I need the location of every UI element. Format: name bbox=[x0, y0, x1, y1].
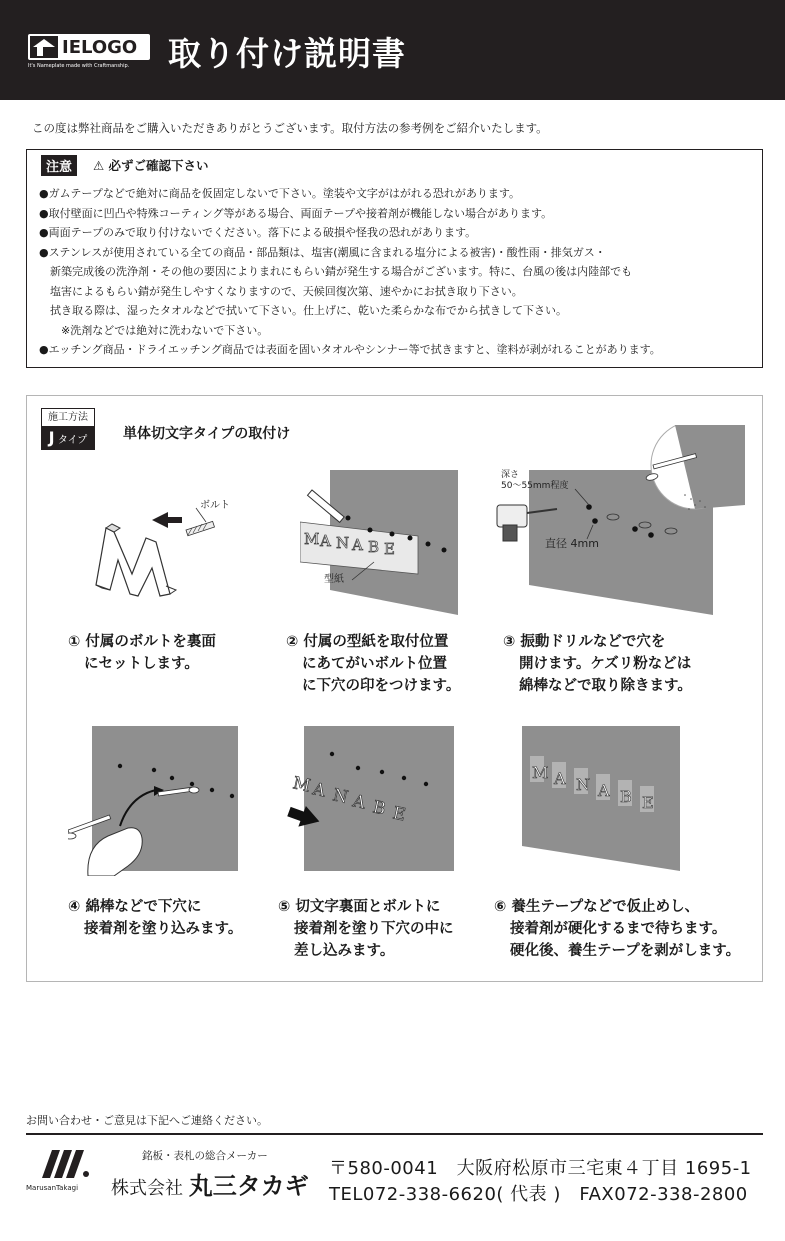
caution-item: ●取付壁面に凹凸や特殊コーティング等がある場合、両面テープや接着剤が機能しない場合があります。 bbox=[39, 206, 553, 220]
house-icon bbox=[30, 36, 58, 58]
caution-item: 拭き取る際は、湿ったタオルなどで拭いて下さい。仕上げに、乾いた柔らかな布でから拭きして下さい。 bbox=[39, 304, 567, 317]
template-letter: A bbox=[352, 536, 363, 554]
ielogo-logo bbox=[28, 34, 150, 60]
bolt-label: ボルト bbox=[200, 500, 230, 511]
caution-item: 塩害によるもらい錆が発生しやすくなりますので、天候回復次第、速やかにお拭き取り下さい。 bbox=[39, 284, 523, 298]
cut-letter: B bbox=[370, 797, 388, 820]
step-3-text: ③ 振動ドリルなどで穴を 開けます。ケズリ粉などは 綿棒などで取り除きます。 bbox=[503, 634, 692, 694]
illustration-step3 bbox=[495, 425, 745, 615]
brand-small-text: MarusanTakagi bbox=[26, 1184, 79, 1192]
type-badge bbox=[41, 408, 95, 450]
depth-label-1: 深さ bbox=[501, 470, 520, 480]
letter-m-icon bbox=[96, 524, 176, 596]
cut-letter: E bbox=[390, 803, 408, 826]
caution-item: ●ガムテープなどで絶対に商品を仮固定しないで下さい。塗装や文字がはがれる恐れがあります。 bbox=[39, 187, 520, 200]
logo-tagline: It's Nameplate made with Craftmanship. bbox=[28, 63, 130, 69]
mounted-letter: B bbox=[620, 787, 632, 806]
badge-method-label: 施工方法 bbox=[42, 409, 94, 427]
step-2-text: ② 付属の型紙を取付位置 にあてがいボルト位置 に下穴の印をつけます。 bbox=[286, 634, 461, 694]
illustration-step4 bbox=[68, 726, 238, 876]
mounted-letter: M bbox=[532, 763, 549, 782]
marusan-logo-icon bbox=[38, 1148, 92, 1180]
caution-item: 新築完成後の洗浄剤・その他の要因によりまれにもらい錆が発生する場合がございます。特に、台風の後は内陸部でも bbox=[39, 265, 633, 278]
mounted-letter: A bbox=[554, 769, 566, 788]
cut-letter: A bbox=[350, 791, 368, 814]
diameter-label: 直径 4mm bbox=[545, 537, 599, 550]
caution-item: ●ステンレスが使用されている全ての商品・部品類は、塩害(潮風に含まれる塩分による被害)・酸性雨・排気ガス・ bbox=[39, 245, 606, 259]
logo-text: IELOGO bbox=[62, 37, 138, 58]
cut-letter: A bbox=[310, 779, 328, 802]
caution-item: ※洗剤などでは絶対に洗わないで下さい。 bbox=[39, 323, 269, 337]
badge-type-label: J タイプ bbox=[42, 427, 94, 449]
template-letter: N bbox=[336, 534, 350, 552]
template-letter: E bbox=[384, 540, 395, 558]
step-6-text: ⑥ 養生テープなどで仮止めし、 接着剤が硬化するまで待ちます。 硬化後、養生テープを剥がします。 bbox=[494, 899, 741, 959]
page-title: 取り付け説明書 bbox=[168, 34, 406, 73]
caution-list bbox=[39, 184, 758, 360]
company-phone-fax: TEL072-338-6620( 代表 ) FAX072-338-2800 bbox=[329, 1184, 748, 1205]
depth-label-2: 50～55mm程度 bbox=[501, 481, 569, 491]
mounted-letter: N bbox=[576, 775, 590, 794]
step-5-text: ⑤ 切文字裏面とボルトに 接着剤を塗り下穴の中に 差し込みます。 bbox=[278, 899, 454, 959]
contact-note: お問い合わせ・ご意見は下記へご連絡ください。 bbox=[26, 1114, 268, 1127]
maker-description: 銘板・表札の総合メーカー bbox=[142, 1150, 268, 1162]
caution-badge: 注意 bbox=[41, 155, 77, 176]
mounted-letter: E bbox=[642, 793, 654, 812]
caution-item: ●エッチング商品・ドライエッチング商品では表面を固いタオルやシンナー等で拭きますと、塗料が剥がれることがあります。 bbox=[39, 343, 661, 356]
cut-letter: N bbox=[330, 785, 350, 808]
cut-letter: M bbox=[290, 773, 313, 797]
step-1-text: ① 付属のボルトを裏面 にセットします。 bbox=[68, 634, 216, 672]
caution-item: ●両面テープのみで取り付けないでください。落下による破損や怪我の恐れがあります。 bbox=[39, 226, 477, 239]
step-4-text: ④ 綿棒などで下穴に 接着剤を塗り込みます。 bbox=[68, 899, 243, 937]
caution-heading: ⚠ 必ずご確認下さい bbox=[93, 158, 209, 173]
intro-text: この度は弊社商品をご購入いただきありがとうございます。取付方法の参考例をご紹介いたします。 bbox=[32, 121, 548, 135]
template-letter: A bbox=[320, 532, 331, 550]
illustration-step6 bbox=[522, 726, 682, 871]
illustration-step2 bbox=[300, 470, 462, 615]
arrow-icon bbox=[152, 512, 182, 528]
template-letter: M bbox=[304, 530, 320, 548]
panel-title: 単体切文字タイプの取付け bbox=[123, 426, 291, 442]
company-name: 株式会社 丸三タカギ bbox=[111, 1172, 309, 1200]
illustration-step1 bbox=[88, 490, 263, 615]
bolt-icon bbox=[186, 521, 214, 535]
company-address: 〒580-0041 大阪府松原市三宅東４丁目 1695-1 bbox=[329, 1158, 752, 1179]
mounted-letter: A bbox=[598, 781, 610, 800]
footer-divider bbox=[26, 1133, 763, 1135]
caution-box bbox=[26, 149, 763, 368]
template-label: 型紙 bbox=[324, 574, 344, 585]
header-bar bbox=[0, 0, 785, 100]
illustration-step5 bbox=[286, 726, 456, 876]
template-letter: B bbox=[368, 538, 380, 556]
